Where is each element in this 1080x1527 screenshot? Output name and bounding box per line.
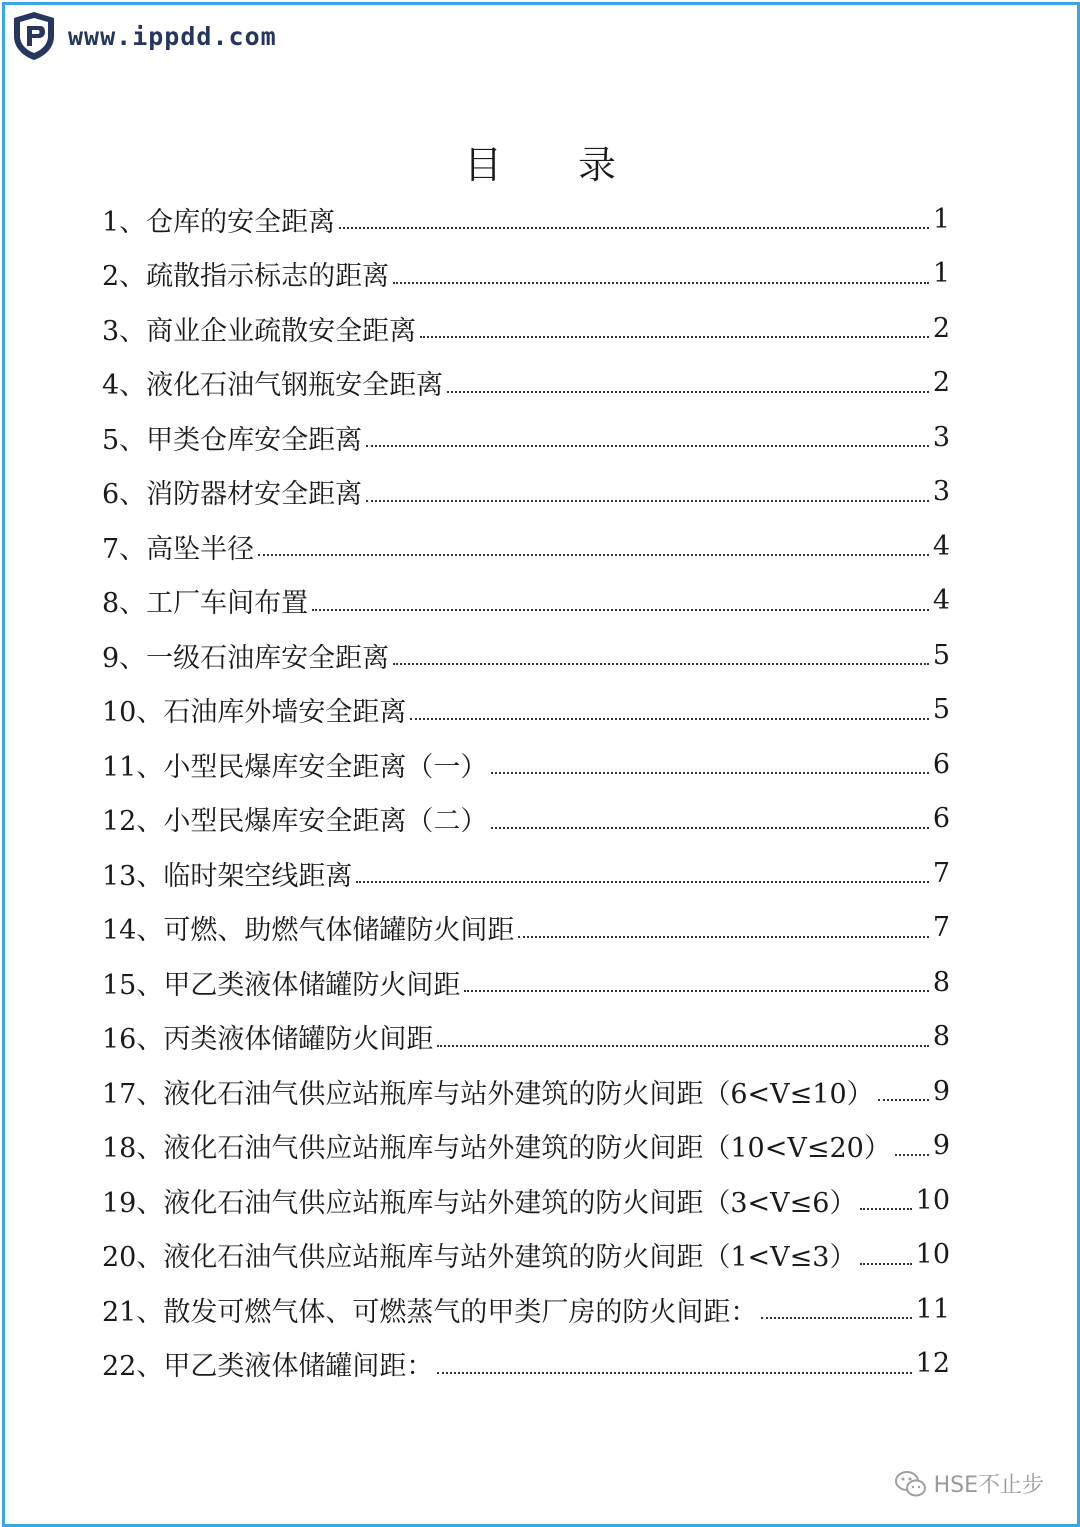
site-url[interactable]: www.ippdd.com bbox=[68, 21, 277, 51]
toc-entry-page: 8 bbox=[932, 1021, 950, 1053]
header bbox=[10, 10, 277, 62]
toc-entry[interactable] bbox=[102, 465, 950, 520]
toc-entry-page: 7 bbox=[932, 857, 950, 889]
toc-entry-page: 2 bbox=[932, 367, 950, 399]
watermark-text: HSE不止步 bbox=[933, 1473, 1044, 1498]
toc-leader-dots bbox=[447, 391, 929, 393]
toc-entry-title: 14、可燃、助燃气体储罐防火间距 bbox=[102, 915, 515, 947]
toc-entry[interactable] bbox=[102, 792, 950, 847]
toc-entry-page: 1 bbox=[932, 203, 950, 235]
toc-entry-title: 4、液化石油气钢瓶安全距离 bbox=[102, 370, 444, 402]
toc-leader-dots bbox=[420, 336, 929, 338]
toc-entry[interactable] bbox=[102, 1119, 950, 1174]
toc-entry-title: 21、散发可燃气体、可燃蒸气的甲类厂房的防火间距： bbox=[102, 1296, 758, 1328]
toc-leader-dots bbox=[518, 936, 928, 938]
toc-entry-page: 12 bbox=[915, 1348, 950, 1380]
toc-entry[interactable] bbox=[102, 410, 950, 465]
toc-entry-title: 19、液化石油气供应站瓶库与站外建筑的防火间距（3<V≤6） bbox=[102, 1187, 857, 1219]
toc-entry-page: 10 bbox=[915, 1184, 950, 1216]
toc-entry[interactable] bbox=[102, 737, 950, 792]
toc-entry-page: 5 bbox=[932, 694, 950, 726]
toc-entry-title: 2、疏散指示标志的距离 bbox=[102, 261, 390, 293]
toc-entry-page: 4 bbox=[932, 530, 950, 562]
toc-entry[interactable] bbox=[102, 1337, 950, 1392]
shield-logo-icon bbox=[10, 10, 58, 62]
toc-entry-page: 11 bbox=[915, 1293, 950, 1325]
toc-entry-title: 8、工厂车间布置 bbox=[102, 588, 309, 620]
toc-entry[interactable] bbox=[102, 519, 950, 574]
toc-entry-title: 1、仓库的安全距离 bbox=[102, 206, 336, 238]
toc-leader-dots bbox=[366, 500, 929, 502]
toc-entry-title: 20、液化石油气供应站瓶库与站外建筑的防火间距（1<V≤3） bbox=[102, 1242, 857, 1274]
toc-entry-title: 12、小型民爆库安全距离（二） bbox=[102, 806, 488, 838]
toc-entry[interactable] bbox=[102, 1282, 950, 1337]
toc-leader-dots bbox=[366, 445, 929, 447]
toc-entry[interactable] bbox=[102, 901, 950, 956]
toc-entry-page: 7 bbox=[932, 912, 950, 944]
toc-entry-title: 5、甲类仓库安全距离 bbox=[102, 424, 363, 456]
toc-entry[interactable] bbox=[102, 683, 950, 738]
toc-entry-page: 9 bbox=[932, 1075, 950, 1107]
toc-leader-dots bbox=[437, 1372, 911, 1374]
toc-entry-page: 4 bbox=[932, 585, 950, 617]
toc-entry-title: 10、石油库外墙安全距离 bbox=[102, 697, 407, 729]
toc-entry-title: 13、临时架空线距离 bbox=[102, 860, 353, 892]
toc-entry[interactable] bbox=[102, 1010, 950, 1065]
toc-leader-dots bbox=[491, 772, 928, 774]
toc-entry-page: 5 bbox=[932, 639, 950, 671]
toc-entry-title: 7、高坠半径 bbox=[102, 533, 255, 565]
toc-entry-title: 3、商业企业疏散安全距离 bbox=[102, 315, 417, 347]
toc-entry[interactable] bbox=[102, 1064, 950, 1119]
toc-entry[interactable] bbox=[102, 192, 950, 247]
toc-entry[interactable] bbox=[102, 574, 950, 629]
toc-leader-dots bbox=[895, 1154, 929, 1156]
toc-entry-title: 9、一级石油库安全距离 bbox=[102, 642, 390, 674]
toc-entry[interactable] bbox=[102, 846, 950, 901]
toc-leader-dots bbox=[464, 990, 928, 992]
toc-entry-page: 1 bbox=[932, 258, 950, 290]
toc-leader-dots bbox=[356, 881, 928, 883]
toc-entry-page: 6 bbox=[932, 803, 950, 835]
wechat-icon bbox=[894, 1469, 928, 1499]
toc-entry-page: 6 bbox=[932, 748, 950, 780]
watermark bbox=[894, 1468, 1044, 1499]
toc-leader-dots bbox=[860, 1208, 911, 1210]
toc-entry-title: 22、甲乙类液体储罐间距： bbox=[102, 1351, 434, 1383]
toc-entry-title: 11、小型民爆库安全距离（一） bbox=[102, 751, 488, 783]
toc-entry[interactable] bbox=[102, 955, 950, 1010]
toc-leader-dots bbox=[258, 554, 929, 556]
toc-leader-dots bbox=[393, 663, 929, 665]
page-title: 目 录 bbox=[463, 143, 649, 187]
toc-leader-dots bbox=[312, 609, 929, 611]
toc-leader-dots bbox=[437, 1045, 928, 1047]
toc-entry-title: 18、液化石油气供应站瓶库与站外建筑的防火间距（10<V≤20） bbox=[102, 1133, 891, 1165]
toc-leader-dots bbox=[410, 718, 928, 720]
toc-entry-page: 10 bbox=[915, 1239, 950, 1271]
toc-entry[interactable] bbox=[102, 356, 950, 411]
toc-entry[interactable] bbox=[102, 301, 950, 356]
toc-entry-page: 3 bbox=[932, 421, 950, 453]
toc-entry-title: 17、液化石油气供应站瓶库与站外建筑的防火间距（6<V≤10） bbox=[102, 1078, 874, 1110]
toc-entry-page: 2 bbox=[932, 312, 950, 344]
table-of-contents bbox=[102, 192, 950, 1391]
toc-leader-dots bbox=[878, 1099, 929, 1101]
toc-entry-page: 8 bbox=[932, 966, 950, 998]
toc-leader-dots bbox=[339, 227, 929, 229]
toc-leader-dots bbox=[491, 827, 928, 829]
toc-leader-dots bbox=[761, 1317, 911, 1319]
toc-entry-page: 3 bbox=[932, 476, 950, 508]
toc-entry[interactable] bbox=[102, 628, 950, 683]
toc-entry[interactable] bbox=[102, 247, 950, 302]
toc-entry[interactable] bbox=[102, 1228, 950, 1283]
toc-entry-page: 9 bbox=[932, 1130, 950, 1162]
toc-entry-title: 15、甲乙类液体储罐防火间距 bbox=[102, 969, 461, 1001]
toc-entry-title: 16、丙类液体储罐防火间距 bbox=[102, 1024, 434, 1056]
toc-entry-title: 6、消防器材安全距离 bbox=[102, 479, 363, 511]
toc-leader-dots bbox=[860, 1263, 911, 1265]
toc-entry[interactable] bbox=[102, 1173, 950, 1228]
toc-leader-dots bbox=[393, 282, 929, 284]
